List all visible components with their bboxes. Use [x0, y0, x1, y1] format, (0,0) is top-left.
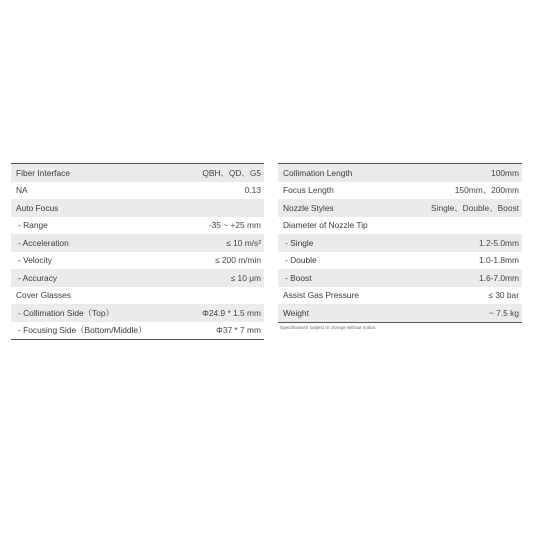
- spec-value: ≤ 30 bar: [488, 290, 519, 301]
- spec-value: 150mm、200mm: [454, 185, 519, 196]
- spec-row: [278, 252, 522, 270]
- spec-value: -35 ~ +25 mm: [208, 220, 261, 231]
- spec-label: Cover Glasses: [16, 290, 71, 301]
- spec-row: [278, 217, 522, 235]
- spec-row: [11, 287, 264, 305]
- spec-value: ~ 7.5 kg: [488, 307, 519, 318]
- spec-value: Single、Double、Boost: [431, 202, 519, 213]
- spec-label: - Double: [285, 255, 317, 266]
- spec-row: [278, 269, 522, 287]
- spec-value: 100mm: [491, 167, 519, 178]
- spec-row: [278, 164, 522, 182]
- spec-row: [278, 182, 522, 200]
- spec-value: 1.2-5.0mm: [478, 237, 519, 248]
- spec-value: QBH、QD、G5: [202, 167, 261, 178]
- spec-label: Nozzle Styles: [283, 202, 334, 213]
- spec-label: - Collimation Side（Top）: [18, 307, 114, 318]
- right-spec-table: [278, 163, 522, 323]
- spec-label: - Range: [18, 220, 48, 231]
- spec-label: Fiber Interface: [16, 167, 70, 178]
- spec-row: [278, 199, 522, 217]
- spec-label: Weight: [283, 307, 309, 318]
- spec-value: ≤ 200 m/min: [214, 255, 261, 266]
- spec-label: - Boost: [285, 272, 312, 283]
- spec-label: - Accuracy: [18, 272, 58, 283]
- spec-footnote: Specifications subject to change without notice.: [280, 325, 377, 330]
- spec-value: 1.0-1.8mm: [478, 255, 519, 266]
- spec-label: Focus Length: [283, 185, 334, 196]
- spec-row: [11, 252, 264, 270]
- spec-row: [278, 234, 522, 252]
- spec-row: [11, 164, 264, 182]
- spec-label: Assist Gas Pressure: [283, 290, 359, 301]
- spec-row: [11, 304, 264, 322]
- spec-label: - Focusing Side（Bottom/Middle）: [18, 325, 147, 336]
- spec-label: Auto Focus: [16, 202, 59, 213]
- spec-row: [11, 217, 264, 235]
- spec-row: [11, 182, 264, 200]
- spec-row: [278, 287, 522, 305]
- spec-value: Φ24.9 * 1.5 mm: [202, 307, 261, 318]
- spec-value: ≤ 10 m/s²: [226, 237, 261, 248]
- spec-label: Diameter of Nozzle Tip: [283, 220, 368, 231]
- spec-label: - Acceleration: [18, 237, 69, 248]
- spec-value: ≤ 10 μm: [230, 272, 261, 283]
- spec-row: [11, 269, 264, 287]
- spec-row: [11, 322, 264, 340]
- spec-label: - Single: [285, 237, 314, 248]
- spec-label: NA: [16, 185, 28, 196]
- spec-label: - Velocity: [18, 255, 52, 266]
- spec-row: [11, 234, 264, 252]
- spec-value: 0.13: [244, 185, 261, 196]
- spec-value: 1.6-7.0mm: [478, 272, 519, 283]
- spec-value: Φ37 * 7 mm: [216, 325, 261, 336]
- left-spec-table: [11, 163, 264, 340]
- spec-row: [11, 199, 264, 217]
- spec-row: [278, 304, 522, 322]
- spec-label: Collimation Length: [283, 167, 353, 178]
